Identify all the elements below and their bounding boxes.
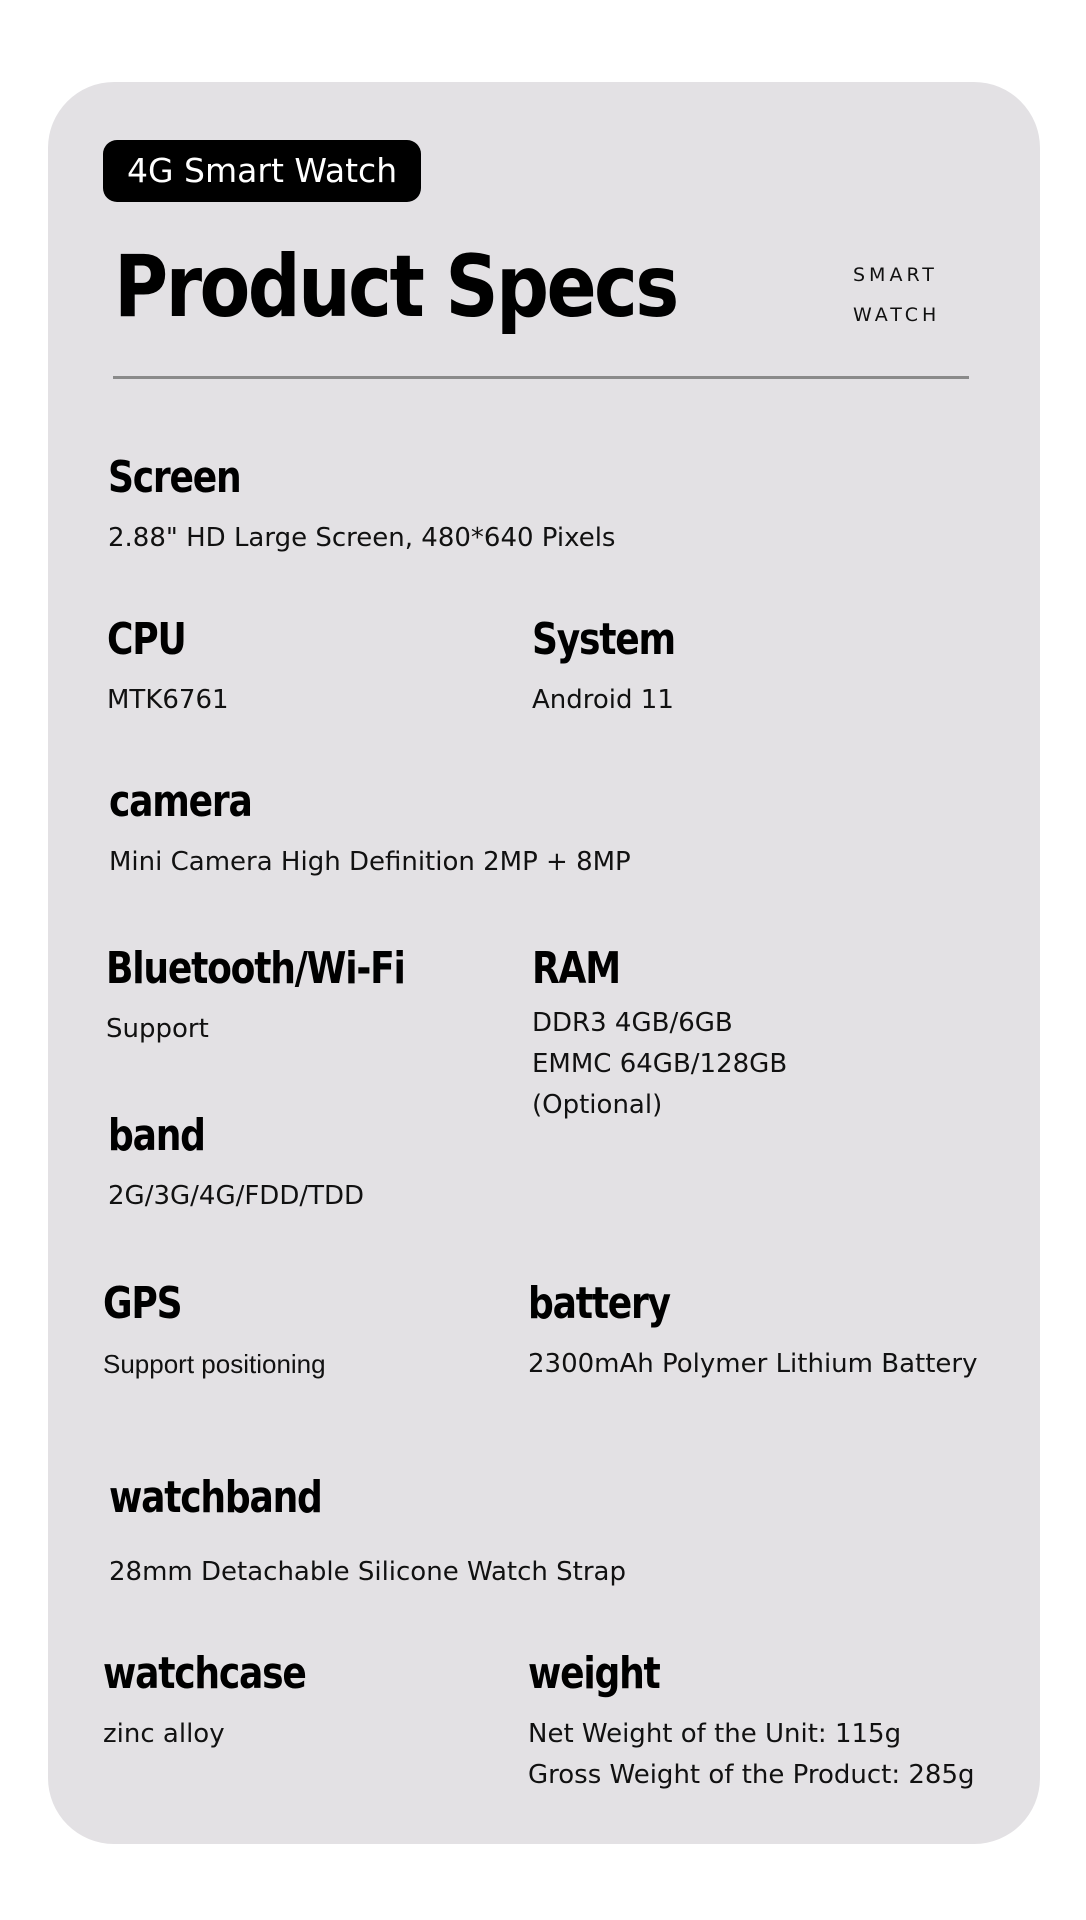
spec-system <box>532 612 706 721</box>
spec-screen-title: Screen <box>108 452 241 503</box>
spec-cpu <box>107 612 229 721</box>
spec-gps-title: GPS <box>103 1278 182 1329</box>
spec-band <box>108 1108 364 1217</box>
spec-battery-title: battery <box>528 1278 670 1329</box>
spec-watchband-value: 28mm Detachable Silicone Watch Strap <box>109 1557 626 1587</box>
spec-weight-line: Net Weight of the Unit: 115g <box>528 1719 902 1749</box>
side-label-line-2: WATCH <box>853 304 941 326</box>
spec-screen-value: 2.88" HD Large Screen, 480*640 Pixels <box>108 523 616 553</box>
spec-watchcase-title: watchcase <box>103 1648 306 1699</box>
spec-system-value: Android 11 <box>532 685 674 715</box>
spec-ram-title: RAM <box>532 943 620 994</box>
spec-watchcase-value: zinc alloy <box>103 1719 225 1749</box>
spec-battery-value: 2300mAh Polymer Lithium Battery <box>528 1349 978 1379</box>
spec-band-value: 2G/3G/4G/FDD/TDD <box>108 1181 365 1211</box>
divider <box>113 376 969 379</box>
side-label-line-1: SMART <box>853 264 938 286</box>
spec-gps-value: Support positioning <box>103 1349 326 1379</box>
spec-bluetooth-value: Support <box>106 1014 209 1044</box>
spec-band-title: band <box>108 1110 205 1161</box>
spec-ram-line: EMMC 64GB/128GB <box>532 1049 788 1079</box>
spec-cpu-title: CPU <box>107 614 186 665</box>
spec-screen <box>108 450 615 559</box>
spec-ram <box>532 941 787 1126</box>
spec-weight-line: Gross Weight of the Product: 285g <box>528 1760 975 1790</box>
spec-weight <box>528 1646 975 1796</box>
spec-gps <box>103 1276 326 1385</box>
spec-watchband <box>109 1470 626 1593</box>
page-title: Product Specs <box>114 237 677 337</box>
spec-camera-title: camera <box>109 776 252 827</box>
spec-watchcase <box>103 1646 350 1755</box>
spec-battery <box>528 1276 977 1385</box>
spec-ram-line: DDR3 4GB/6GB <box>532 1008 733 1038</box>
spec-weight-title: weight <box>528 1648 660 1699</box>
spec-ram-line: (Optional) <box>532 1090 663 1120</box>
spec-cpu-value: MTK6761 <box>107 685 229 715</box>
spec-bluetooth-title: Bluetooth/Wi-Fi <box>106 943 405 994</box>
spec-camera-value: Mini Camera High Definition 2MP + 8MP <box>109 847 631 877</box>
spec-camera <box>109 774 631 883</box>
spec-bluetooth <box>106 941 470 1050</box>
product-badge: 4G Smart Watch <box>103 140 421 202</box>
spec-system-title: System <box>532 614 675 665</box>
spec-watchband-title: watchband <box>109 1472 322 1523</box>
